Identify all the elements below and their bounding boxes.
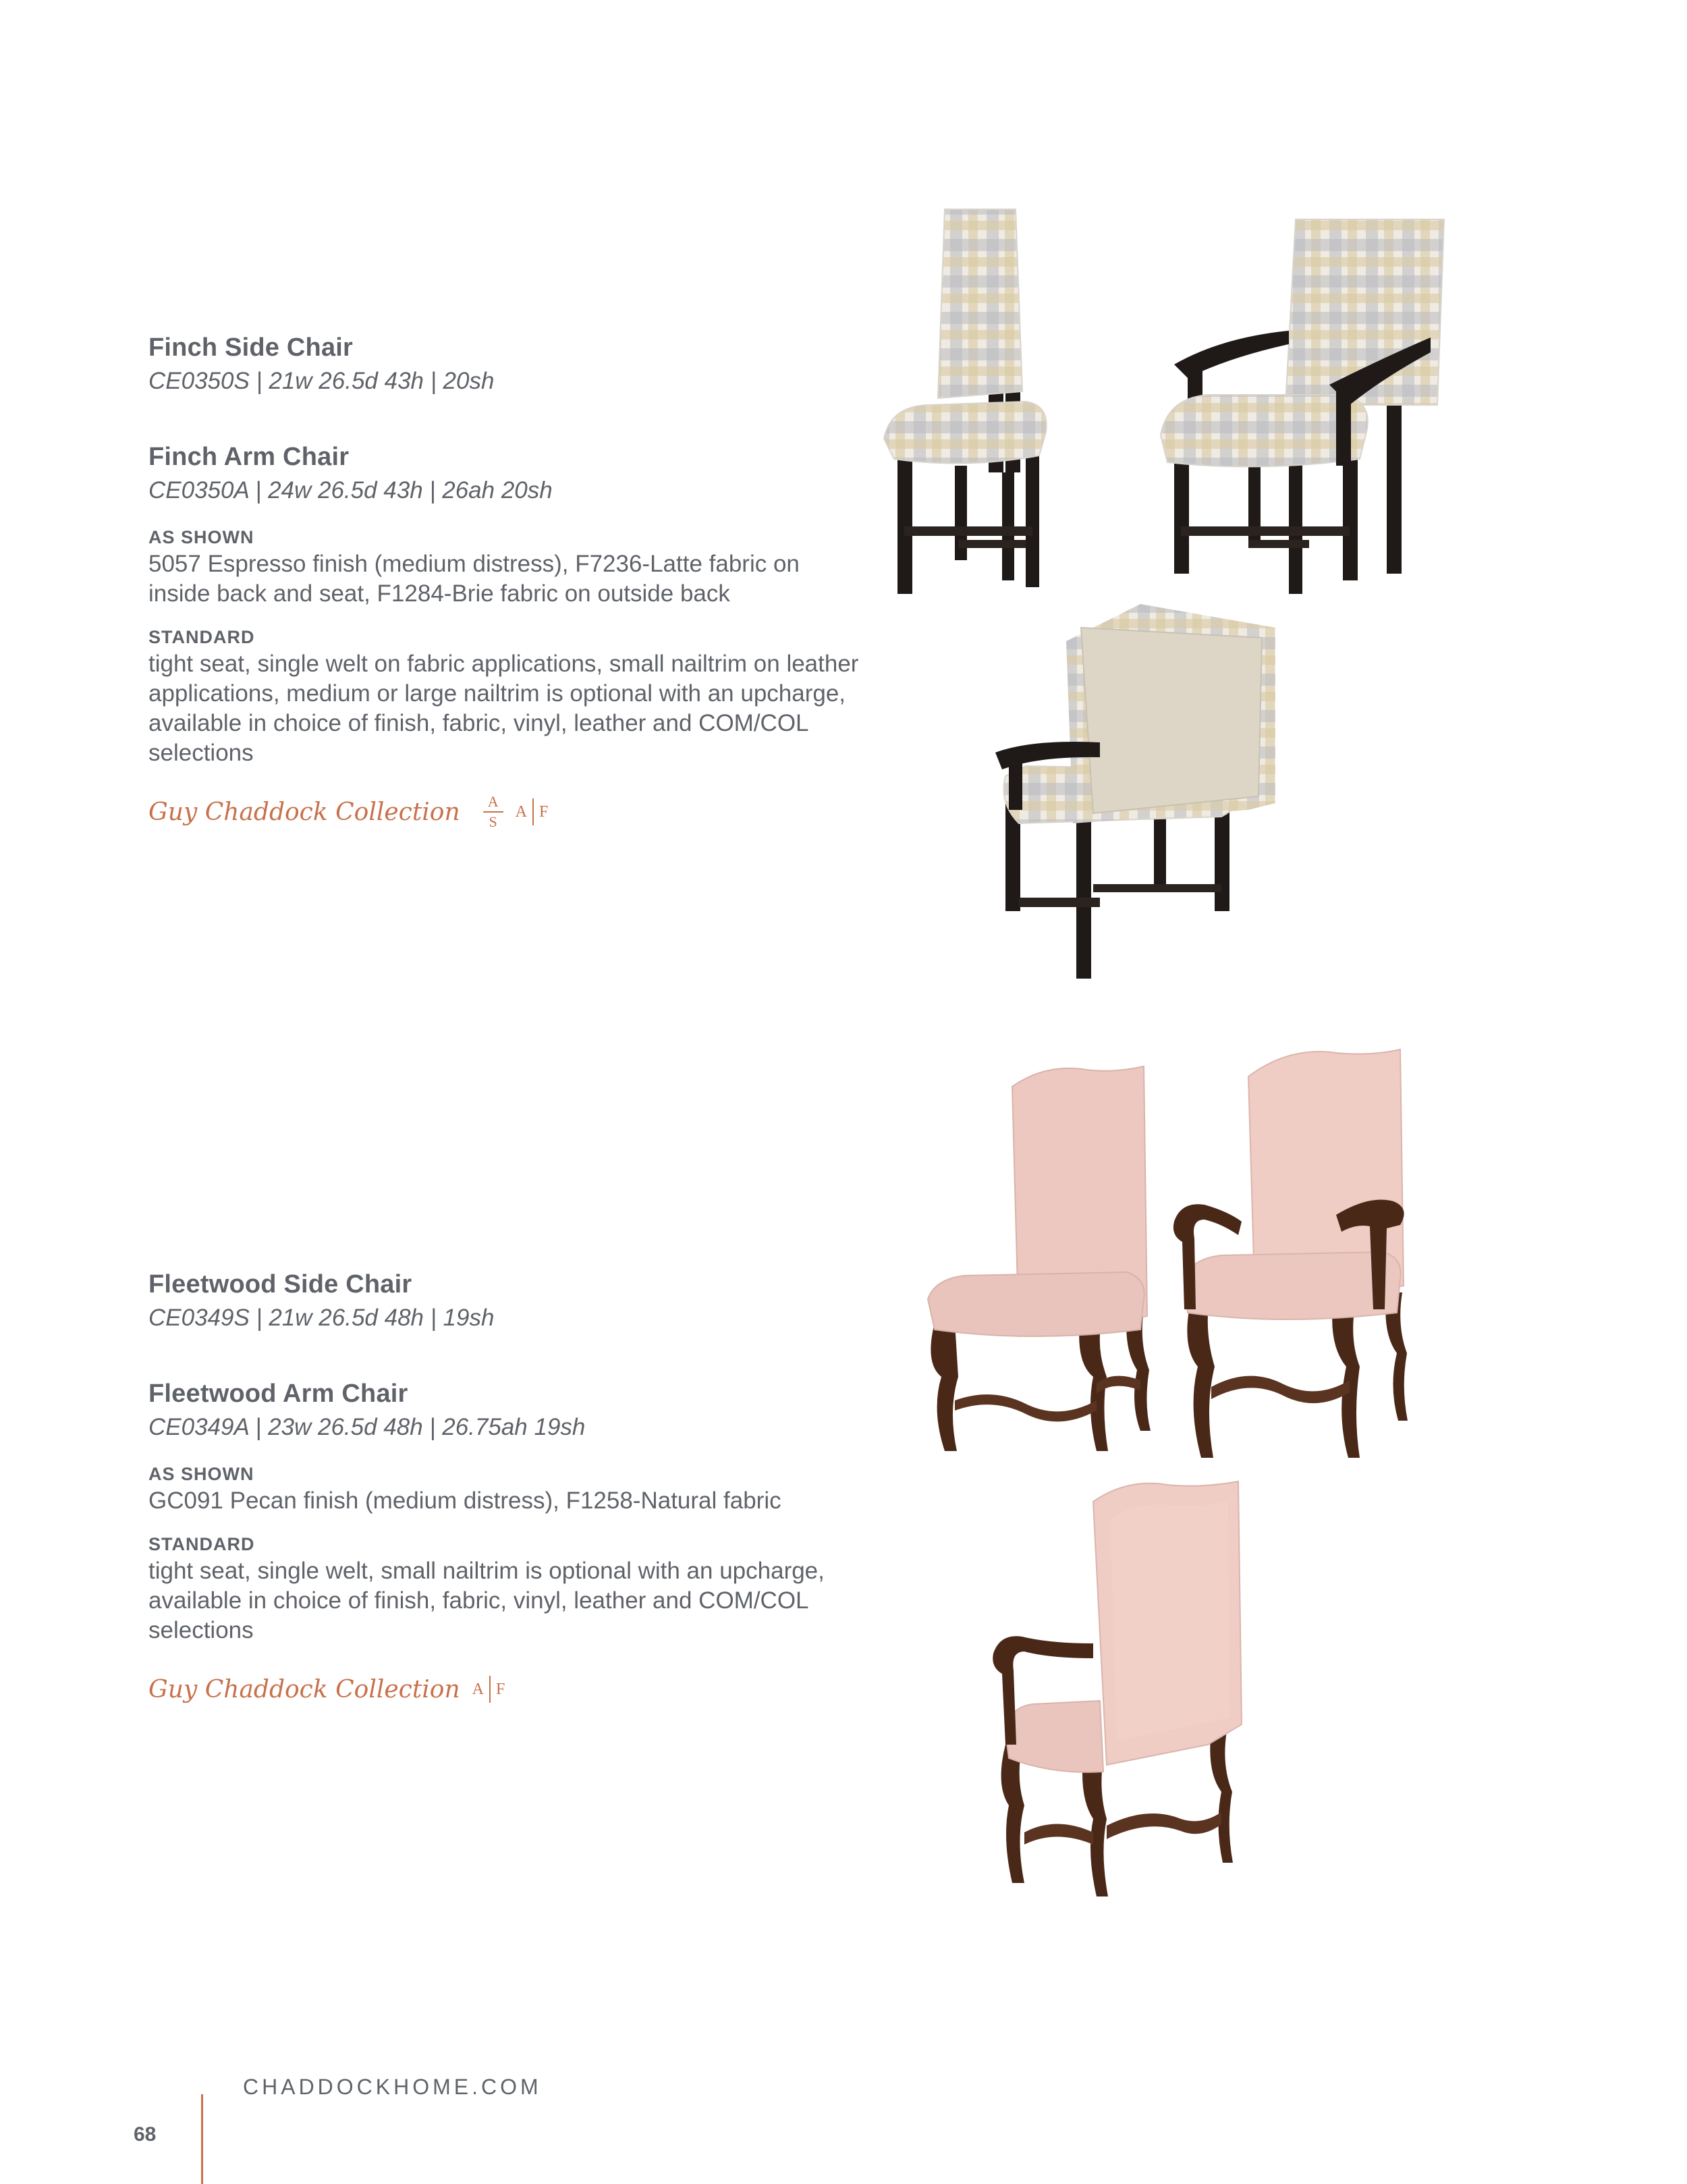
- fleetwood-brand-row: [148, 1666, 864, 1713]
- product-fleetwood: [148, 1267, 864, 1713]
- finch-arm-chair-image: [1147, 202, 1458, 621]
- finch-brand: Guy Chaddock Collection: [148, 798, 460, 826]
- fleetwood-standard-label: STANDARD: [148, 1534, 255, 1554]
- assembly-finish-icon: A F: [516, 798, 549, 825]
- fleetwood-arm-name: Fleetwood Arm Chair: [148, 1380, 408, 1408]
- fleetwood-standard: tight seat, single welt, small nailtrim is optional with an upcharge, available in choice of finish, fabric, vinyl, leather and COM/COL selections: [148, 1558, 825, 1643]
- finch-as-shown-label: AS SHOWN: [148, 527, 254, 547]
- fleetwood-side-name: Fleetwood Side Chair: [148, 1270, 412, 1299]
- footer-url: CHADDOCKHOME.COM: [243, 2075, 542, 2099]
- finch-side-spec: CE0350S | 21w 26.5d 43h | 20sh: [148, 368, 495, 394]
- fleetwood-as-shown-label: AS SHOWN: [148, 1464, 254, 1484]
- fleetwood-arm-chair-back-image: [992, 1475, 1248, 1900]
- finch-arm-spec: CE0350A | 24w 26.5d 43h | 26ah 20sh: [148, 477, 553, 503]
- page-number: 68: [134, 2123, 157, 2146]
- fleetwood-side-spec: CE0349S | 21w 26.5d 48h | 19sh: [148, 1305, 495, 1331]
- fleetwood-brand: Guy Chaddock Collection: [148, 1675, 460, 1703]
- fleetwood-arm-spec: CE0349A | 23w 26.5d 48h | 26.75ah 19sh: [148, 1414, 586, 1440]
- finch-as-shown: 5057 Espresso finish (medium distress), F7236-Latte fabric on inside back and seat, F1284-Brie fabric on outside back: [148, 551, 800, 607]
- fleetwood-side-chair-image: [924, 1053, 1154, 1458]
- finch-side-name: Finch Side Chair: [148, 333, 354, 362]
- finch-side-chair-image: [877, 202, 1134, 628]
- assembly-finish-icon: A F: [472, 1676, 505, 1703]
- finch-standard: tight seat, single welt on fabric applications, small nailtrim on leather applications, medium or large nailtrim is optional with an upcharge, available in choice of finish, fabric, vinyl, leather and COM/COL selections: [148, 651, 859, 766]
- product-finch: [148, 331, 864, 836]
- arm-side-icon: $\frac{A}{S}$: [483, 794, 503, 830]
- finch-arm-chair-back-image: [992, 601, 1275, 992]
- finch-standard-label: STANDARD: [148, 627, 255, 647]
- fleetwood-as-shown: GC091 Pecan finish (medium distress), F1258-Natural fabric: [148, 1487, 781, 1514]
- finch-brand-row: [148, 788, 864, 836]
- footer-divider: [201, 2094, 203, 2184]
- fleetwood-arm-chair-image: [1167, 1043, 1410, 1468]
- finch-arm-name: Finch Arm Chair: [148, 443, 350, 471]
